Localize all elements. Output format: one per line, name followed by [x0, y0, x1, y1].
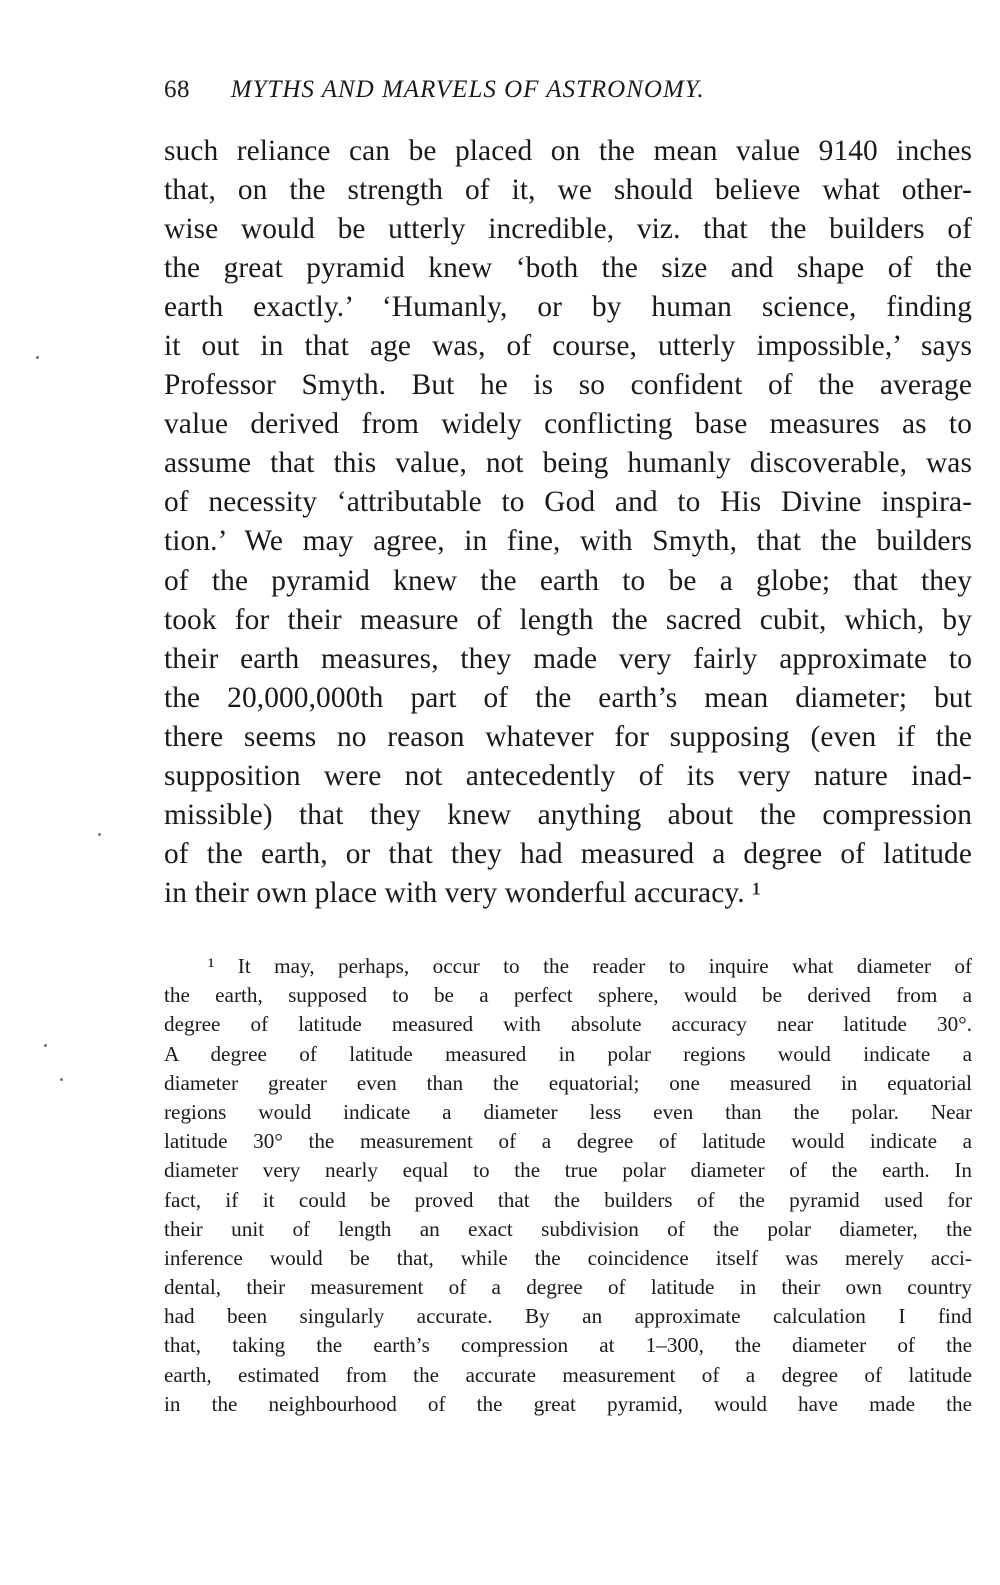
body-line: tion.’ We may agree, in fine, with Smyth, that the builders: [164, 525, 972, 558]
footnote-line: that, taking the earth’s compression at 1–300, the diameter of the: [164, 1333, 972, 1358]
body-line: it out in that age was, of course, utterly impossible,’ says: [164, 330, 972, 363]
body-line: such reliance can be placed on the mean value 9140 inches: [164, 135, 972, 167]
footnote-line: their unit of length an exact subdivision of the polar diameter, the: [164, 1216, 972, 1241]
footnote-line: ¹ It may, perhaps, occur to the reader to inquire what diameter of: [208, 954, 972, 978]
body-line: that, on the strength of it, we should believe what other-: [164, 174, 972, 207]
body-line: of the earth, or that they had measured a degree of latitude: [164, 837, 972, 870]
footnote-line: degree of latitude measured with absolute accuracy near latitude 30°.: [164, 1012, 972, 1037]
body-paragraph: [164, 132, 972, 913]
scan-speck: [44, 1044, 47, 1047]
footnote: [164, 952, 972, 1419]
footnote-line: in the neighbourhood of the great pyramid, would have made the: [164, 1391, 972, 1416]
body-line: of necessity ‘attributable to God and to His Divine inspira-: [164, 486, 972, 519]
body-line: the great pyramid knew ‘both the size and shape of the: [164, 252, 972, 285]
scan-speck: [60, 1078, 63, 1081]
body-line: the 20,000,000th part of the earth’s mean diameter; but: [164, 681, 972, 714]
footnote-line: A degree of latitude measured in polar regions would indicate a: [164, 1041, 972, 1066]
footnote-line: dental, their measurement of a degree of latitude in their own country: [164, 1275, 972, 1300]
page-number: 68: [164, 76, 190, 103]
body-line: their earth measures, they made very fairly approximate to: [164, 642, 972, 675]
body-line: value derived from widely conflicting base measures as to: [164, 408, 972, 441]
footnote-line: had been singularly accurate. By an approximate calculation I find: [164, 1304, 972, 1329]
body-line: missible) that they knew anything about the compression: [164, 798, 972, 831]
footnote-line: inference would be that, while the coincidence itself was merely acci-: [164, 1245, 972, 1270]
footnote-line: latitude 30° the measurement of a degree of latitude would indicate a: [164, 1129, 972, 1154]
body-line-last: in their own place with very wonderful accuracy. ¹: [164, 876, 762, 909]
body-line: supposition were not antecedently of its very nature inad-: [164, 759, 972, 792]
running-title: MYTHS AND MARVELS OF ASTRONOMY.: [230, 76, 705, 103]
body-line: wise would be utterly incredible, viz. that the builders of: [164, 213, 972, 246]
footnote-line: diameter greater even than the equatorial; one measured in equatorial: [164, 1070, 972, 1095]
running-head: [164, 72, 976, 108]
footnote-line: the earth, supposed to be a perfect sphere, would be derived from a: [164, 983, 972, 1008]
footnote-line: regions would indicate a diameter less even than the polar. Near: [164, 1099, 972, 1124]
body-line: of the pyramid knew the earth to be a globe; that they: [164, 564, 972, 597]
scan-speck: [36, 356, 39, 359]
body-line: took for their measure of length the sacred cubit, which, by: [164, 603, 972, 636]
body-line: Professor Smyth. But he is so confident of the average: [164, 369, 972, 402]
footnote-line: fact, if it could be proved that the builders of the pyramid used for: [164, 1187, 972, 1212]
body-line: earth exactly.’ ‘Humanly, or by human science, finding: [164, 291, 972, 324]
body-line: there seems no reason whatever for supposing (even if the: [164, 720, 972, 753]
body-line: assume that this value, not being humanly discoverable, was: [164, 447, 972, 480]
footnote-line: diameter very nearly equal to the true polar diameter of the earth. In: [164, 1158, 972, 1183]
footnote-line: earth, estimated from the accurate measurement of a degree of latitude: [164, 1362, 972, 1387]
scan-speck: [98, 833, 101, 836]
